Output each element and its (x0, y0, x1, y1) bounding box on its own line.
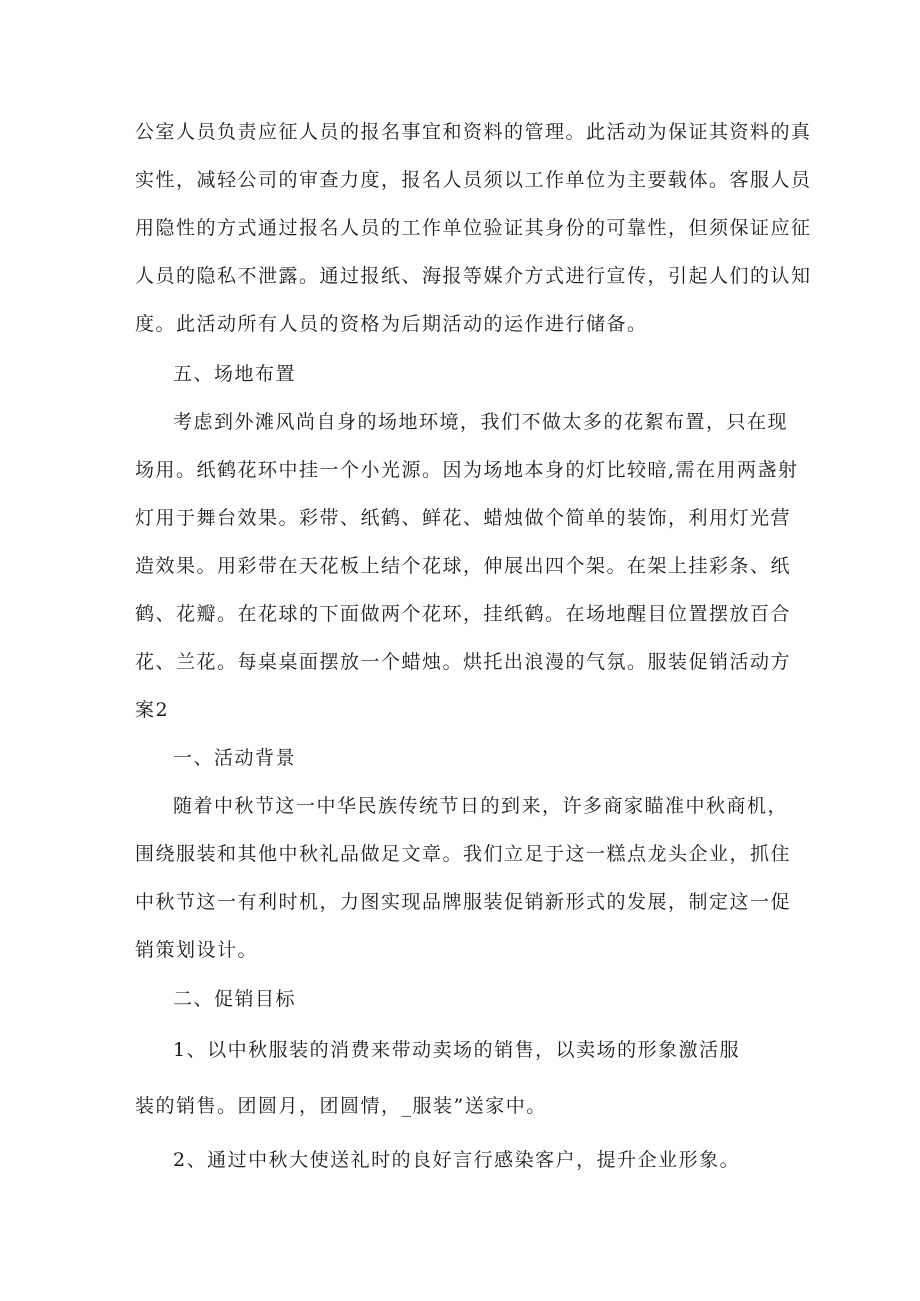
paragraph-line: 用隐性的方式通过报名人员的工作单位验证其身份的可靠性，但须保证应征 (135, 217, 812, 239)
paragraph-line: 场用。纸鹤花环中挂一个小光源。因为场地本身的灯比较暗,需在用两盏射 (135, 459, 799, 481)
paragraph-line: 案2 (135, 699, 170, 721)
heading-text: 二、促销目标 (173, 988, 297, 1010)
goal-line: 1、以中秋服装的消费来带动卖场的销售，以卖场的形象激活服 (173, 1039, 741, 1061)
goal-item-1-continued (135, 1082, 785, 1130)
section-heading-background (135, 734, 785, 782)
goal-line: 2、通过中秋大使送礼时的良好言行感染客户，提升企业形象。 (173, 1149, 741, 1171)
paragraph-line: 销策划设计。 (135, 939, 259, 961)
paragraph-line: 鹤、花瓣。在花球的下面做两个花环，挂纸鹤。在场地醒目位置摆放百合 (135, 603, 792, 625)
section-heading-goal (135, 975, 785, 1023)
goal-item-1 (135, 1026, 785, 1074)
paragraph-background (135, 782, 792, 974)
heading-text: 一、活动背景 (173, 747, 297, 769)
heading-text: 五、场地布置 (173, 363, 297, 385)
goal-item-2 (135, 1136, 785, 1184)
paragraph-line: 中秋节这一有利时机，力图实现品牌服装促销新形式的发展，制定这一促 (135, 891, 792, 913)
paragraph-line: 花、兰花。每桌桌面摆放一个蜡烛。烘托出浪漫的气氛。服装促销活动方 (135, 651, 792, 673)
paragraph-line: 灯用于舞台效果。彩带、纸鹤、鲜花、蜡烛做个简单的装饰，利用灯光营 (135, 507, 792, 529)
paragraph-line: 度。此活动所有人员的资格为后期活动的运作进行储备。 (135, 313, 648, 335)
paragraph-line: 围绕服装和其他中秋礼品做足文章。我们立足于这一糕点龙头企业，抓住 (135, 843, 792, 865)
paragraph-line: 造效果。用彩带在天花板上结个花球，伸展出四个架。在架上挂彩条、纸 (135, 555, 792, 577)
section-heading-venue (135, 350, 785, 398)
paragraph-registration (135, 108, 812, 348)
paragraph-line: 考虑到外滩风尚自身的场地环境，我们不做太多的花絮布置，只在现 (173, 411, 789, 433)
goal-line: 装的销售。团圆月，团圆情，_服装”送家中。 (135, 1095, 547, 1117)
paragraph-line: 实性，减轻公司的审查力度，报名人员须以工作单位为主要载体。客服人员 (135, 169, 812, 191)
paragraph-venue (135, 398, 799, 734)
paragraph-line: 人员的隐私不泄露。通过报纸、海报等媒介方式进行宣传，引起人们的认知 (135, 265, 812, 287)
paragraph-line: 公室人员负责应征人员的报名事宜和资料的管理。此活动为保证其资料的真 (135, 121, 812, 143)
paragraph-line: 随着中秋节这一中华民族传统节日的到来，许多商家瞄准中秋商机， (173, 795, 789, 817)
